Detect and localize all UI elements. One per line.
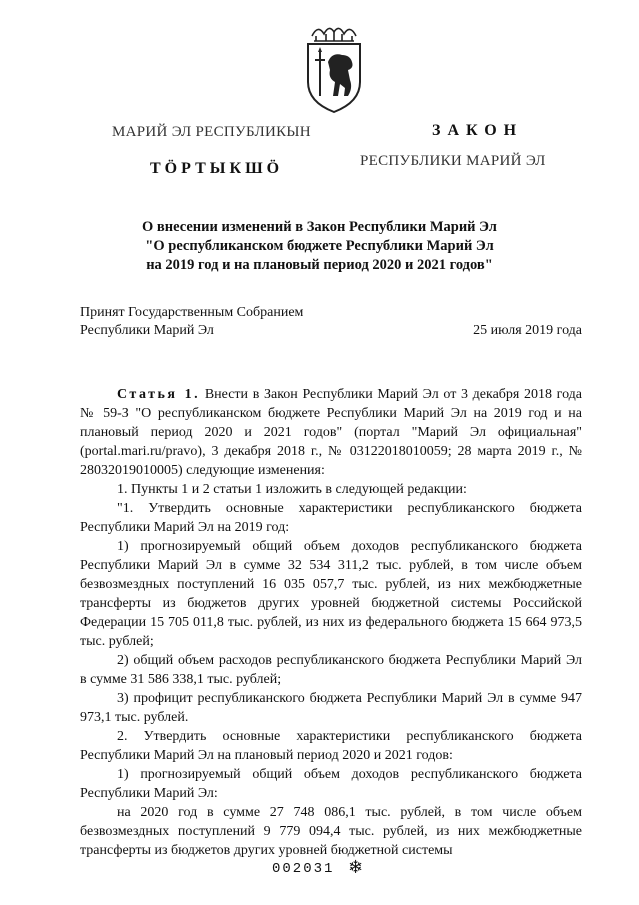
adoption-line: Принят Государственным Собранием [80,305,304,320]
adoption-block [80,304,582,340]
article-label: Статья 1. [117,387,201,402]
document-number: 002031 [272,861,335,877]
header-law-word: ЗАКОН [432,122,524,139]
document-title [60,218,579,275]
adoption-date: 25 июля 2019 года [473,323,582,338]
coat-of-arms-icon [298,22,370,114]
header-mari-republic-line: МАРИЙ ЭЛ РЕСПУБЛИКЫН [112,124,311,140]
paragraph: 2) общий объем расходов республиканского бюджета Республики Марий Эл в сумме 31 586 338,1 тыс. рублей; [80,653,582,687]
title-line: "О республиканском бюджете Республики Марий Эл [145,238,494,254]
paragraph: 1. Пункты 1 и 2 статьи 1 изложить в следующей редакции: [117,482,467,497]
paragraph: 1) прогнозируемый общий объем доходов республиканского бюджета Республики Марий Эл: [80,767,582,801]
title-line: О внесении изменений в Закон Республики Марий Эл [142,219,497,235]
paragraph: 3) профицит республиканского бюджета Республики Марий Эл в сумме 947 973,1 тыс. рублей. [80,691,582,725]
paragraph: 1) прогнозируемый общий объем доходов республиканского бюджета Республики Марий Эл в сумме 32 534 311,2 тыс. рублей, в том числе объем безвозмездных поступлений 16 035 057,7 тыс. рублей, из них межбюджетные трансферты из бюджетов других уровней бюджетной системы Российской Федерации 15 705 011,8 тыс. рублей, из них из федерального бюджета 15 664 973,5 тыс. рублей; [80,539,582,649]
header-law-mari-word: ТӦРТЫКШӦ [150,160,284,177]
title-line: на 2019 год и на плановый период 2020 и 2021 годов" [146,257,493,273]
paragraph: на 2020 год в сумме 27 748 086,1 тыс. рублей, в том числе объем безвозмездных поступлений 9 779 094,4 тыс. рублей, из них межбюджетные трансферты из бюджетов других уровней бюджетной системы [80,805,582,858]
header-republic-line: РЕСПУБЛИКИ МАРИЙ ЭЛ [360,153,546,169]
paragraph-text: Внести в Закон Республики Марий Эл от 3 декабря 2018 года № 59-З "О республиканском бюджете Республики Марий Эл на 2019 год и на плановый период 2020 и 2021 годов" (портал "Марий Эл официальная" (portal.mari.ru/pravo), 3 декабря 2018 г., № 03122018010059; 28 марта 2019 г., № 28032019010005) следующие изменения: [80,387,583,478]
paragraph: 2. Утвердить основные характеристики республиканского бюджета Республики Марий Эл на плановый период 2020 и 2021 годов: [80,729,582,763]
article-paragraph [80,385,582,480]
snowflake-icon: ❄ [348,857,364,878]
law-body [80,385,582,860]
adoption-line: Республики Марий Эл [80,323,214,338]
paragraph: "1. Утвердить основные характеристики республиканского бюджета Республики Марий Эл на 2019 год: [80,501,582,535]
